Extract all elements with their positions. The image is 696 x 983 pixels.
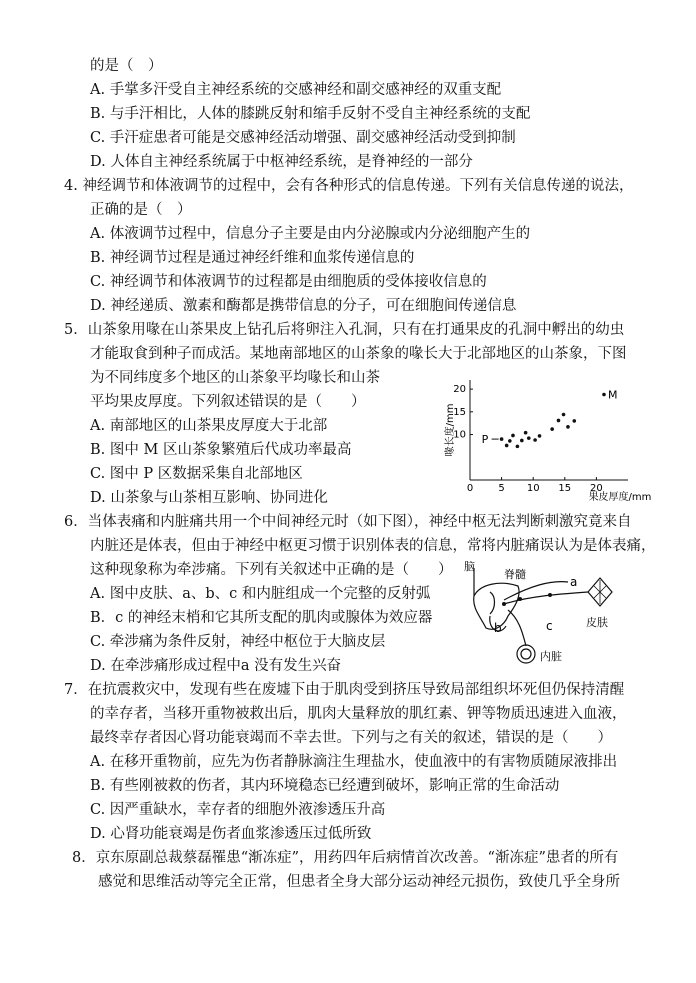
- x-tick-label: 0: [466, 483, 474, 494]
- q4-option-b: B. 神经调节过程是通过神经纤维和血浆传递信息的: [90, 250, 415, 266]
- scatter-point: [602, 393, 606, 397]
- q3-stem-tail: 的是（ ）: [90, 58, 163, 74]
- y-tick-label: 10: [453, 429, 466, 441]
- scatter-point: [511, 434, 515, 438]
- q7-stem-line1: 7．在抗震救灾中，发现有些在废墟下由于肌肉受到挤压导致局部组织坏死但仍保持清醒: [64, 682, 625, 698]
- q6-stem-line1: 6．当体表痛和内脏痛共用一个中间神经元时（如下图），神经中枢无法判断刺激究竟来自: [64, 514, 632, 530]
- q3-option-b: B. 与手汗相比，人体的膝跳反射和缩手反射不受自主神经系统的支配: [90, 106, 531, 122]
- y-tick-label: 15: [453, 406, 466, 418]
- q4-stem-line1: 4. 神经调节和体液调节的过程中，会有各种形式的信息传递。下列有关信息传递的说法，: [64, 178, 634, 194]
- scatter-point: [566, 425, 570, 429]
- q7-stem-line2: 的幸存者，当移开重物被救出后，肌肉大量释放的肌红素、钾等物质迅速进入血液，: [90, 706, 627, 722]
- q6-option-a: A. 图中皮肤、a、b、c 和内脏组成一个完整的反射弧: [90, 586, 431, 602]
- q3-option-c: C. 手汗症患者可能是交感神经活动增强、副交感神经活动受到抑制: [90, 130, 516, 146]
- q5-option-a: A. 南部地区的山茶果皮厚度大于北部: [90, 418, 328, 434]
- scatter-point: [500, 437, 504, 441]
- q4-option-c: C. 神经调节和体液调节的过程都是由细胞质的受体接收信息的: [90, 274, 487, 290]
- label-brain: 脑: [464, 560, 475, 573]
- scatter-point: [505, 444, 509, 448]
- x-tick-label: 15: [558, 483, 572, 494]
- q6-option-d: D. 在牵涉痛形成过程中a 没有发生兴奋: [90, 658, 342, 674]
- q8-stem-line1: 8．京东原副总裁蔡磊罹患“渐冻症”，用药四年后病情首次改善。“渐冻症”患者的所有: [72, 850, 619, 866]
- q8-stem-line2: 感觉和思维活动等完全正常，但患者全身大部分运动神经元损伤，致使几乎全身所: [98, 874, 620, 890]
- q7-option-c: C. 因严重缺水，幸存者的细胞外液渗透压升高: [90, 802, 386, 818]
- q4-option-a: A. 体液调节过程中，信息分子主要是由内分泌腺或内分泌细胞产生的: [90, 226, 531, 242]
- q3-option-a: A. 手掌多汗受自主神经系统的交感神经和副交感神经的双重支配: [90, 82, 502, 98]
- q7-stem-line3: 最终幸存者因心肾功能衰竭而不幸去世。下列与之有关的叙述，错误的是（ ）: [90, 730, 612, 746]
- scatter-point: [527, 436, 531, 440]
- viscera-organ: [517, 645, 535, 663]
- spinal-cord-inner: [490, 592, 495, 614]
- scatter-point: [562, 413, 566, 417]
- scatter-point: [533, 438, 537, 442]
- scatter-point: [550, 427, 554, 431]
- q5-stem-line2: 才能取食到种子而成活。某地南部地区的山茶象的喙长大于北部地区的山茶象，下图: [90, 346, 627, 362]
- scatter-point: [516, 445, 520, 449]
- scatter-point: [520, 439, 524, 443]
- y-tick-label: 20: [453, 384, 466, 396]
- q6-referred-pain-diagram: [460, 556, 620, 676]
- q5-scatter-chart: [440, 372, 660, 504]
- q7-option-a: A. 在移开重物前，应先为伤者静脉滴注生理盐水，使血液中的有害物质随尿液排出: [90, 754, 618, 770]
- q5-option-b: B. 图中 M 区山茶象繁殖后代成功率最高: [90, 442, 352, 458]
- scatter-point: [557, 419, 561, 423]
- x-tick-label: 20: [590, 483, 603, 494]
- point-label-m: M: [607, 388, 618, 402]
- q6-option-c: C. 牵涉痛为条件反射，神经中枢位于大脑皮层: [90, 634, 386, 650]
- scatter-point: [524, 431, 528, 435]
- q5-stem-line1: 5．山茶象用喙在山茶果皮上钻孔后将卵注入孔洞，只有在打通果皮的孔洞中孵出的幼虫: [64, 322, 625, 338]
- chart-points: [482, 389, 618, 449]
- q5-stem-line4: 平均果皮厚度。下列叙述错误的是（ ）: [90, 394, 366, 410]
- label-spinal-cord: 脊髓: [504, 568, 526, 581]
- chart-y-axis-label: 喙长度/mm: [445, 403, 456, 457]
- scatter-point: [572, 419, 576, 423]
- q5-option-d: D. 山茶象与山茶相互影响、协同进化: [90, 490, 328, 506]
- label-skin: 皮肤: [586, 616, 608, 629]
- x-tick-label: 5: [498, 483, 505, 494]
- scatter-point: [538, 434, 542, 438]
- q5-stem-line3: 为不同纬度多个地区的山茶象平均喙长和山茶: [90, 370, 380, 386]
- q6-option-b: B．c 的神经末梢和它其所支配的肌肉或腺体为效应器: [90, 610, 433, 626]
- label-b: b: [494, 621, 502, 635]
- nerve-fibre-c: [508, 610, 526, 646]
- label-c: c: [546, 619, 553, 633]
- point-label-p: P: [481, 433, 489, 447]
- label-a: a: [570, 575, 578, 589]
- scatter-point: [508, 439, 512, 443]
- q7-option-d: D. 心肾功能衰竭是伤者血浆渗透压过低所致: [90, 826, 372, 842]
- chart-x-axis-label: 果皮厚度/mm: [588, 492, 652, 503]
- q4-stem-line2: 正确的是（ ）: [90, 202, 192, 218]
- x-tick-label: 10: [526, 483, 540, 494]
- q6-stem-line2: 内脏还是体表，但由于神经中枢更习惯于识别体表的信息，常将内脏痛误认为是体表痛，: [90, 538, 656, 554]
- q4-option-d: D. 神经递质、激素和酶都是携带信息的分子，可在细胞间传递信息: [90, 298, 517, 314]
- q3-option-d: D. 人体自主神经系统属于中枢神经系统，是脊神经的一部分: [90, 154, 473, 170]
- q5-option-c: C. 图中 P 区数据采集自北部地区: [90, 466, 303, 482]
- q7-option-b: B. 有些刚被救的伤者，其内环境稳态已经遭到破坏，影响正常的生命活动: [90, 778, 560, 794]
- label-viscera: 内脏: [540, 650, 562, 663]
- q6-stem-line3: 这种现象称为牵涉痛。下列有关叙述中正确的是（ ）: [90, 562, 453, 578]
